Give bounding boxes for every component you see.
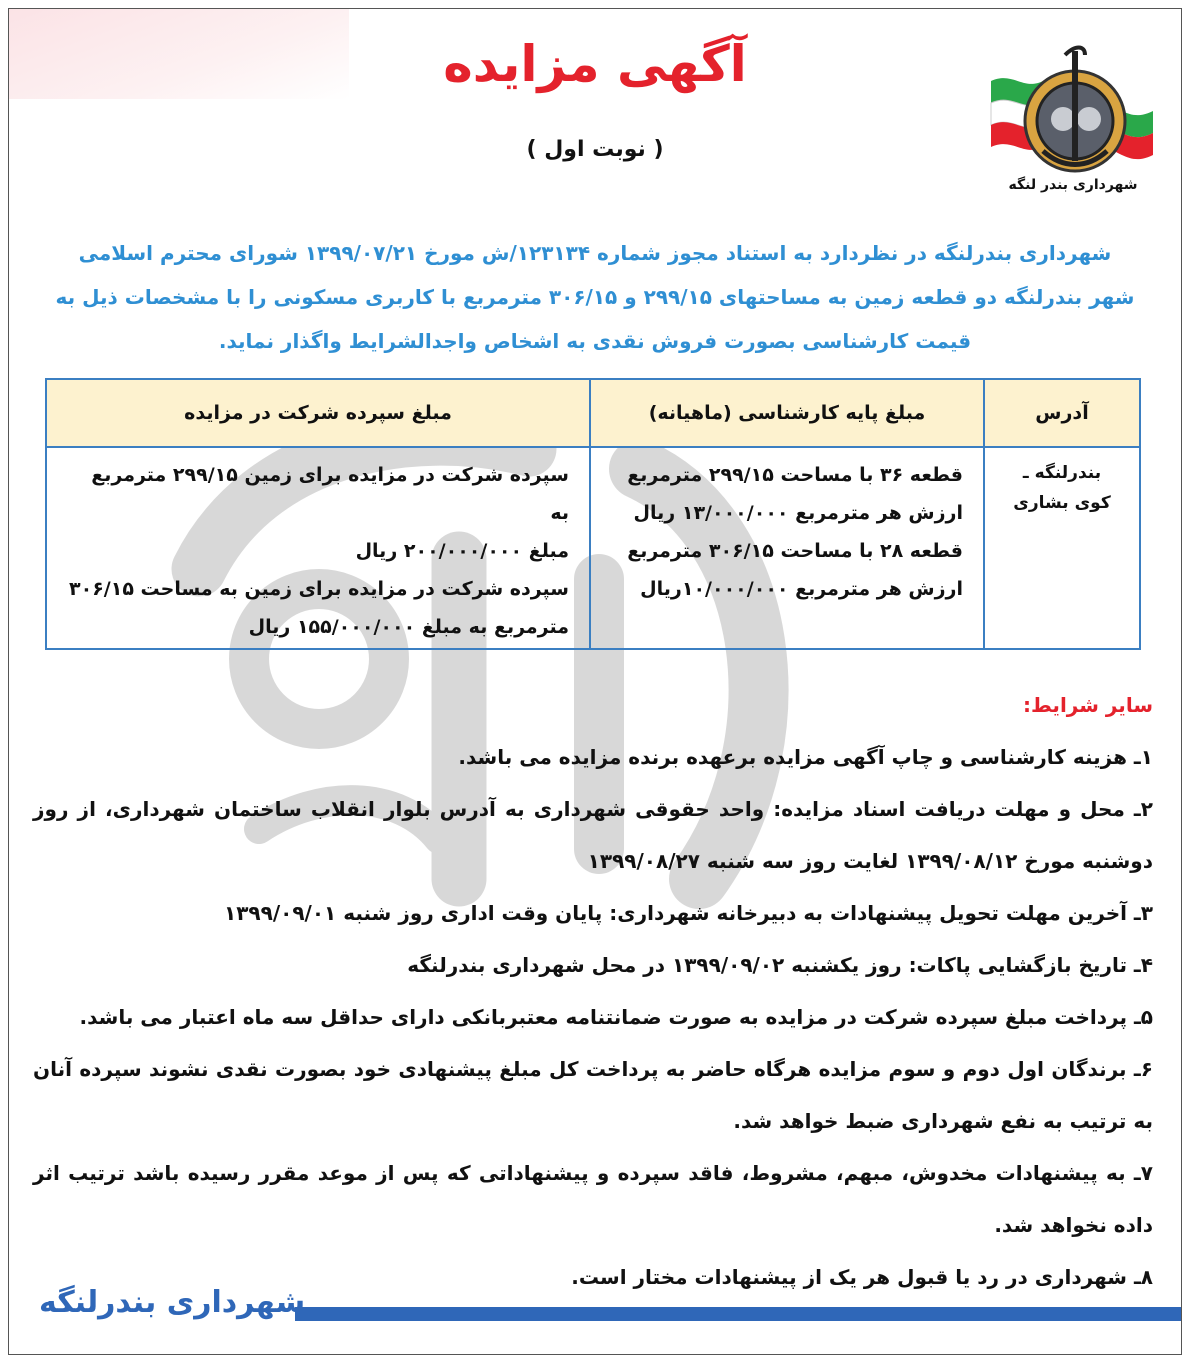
deposit-line: مبلغ ۲۰۰/۰۰۰/۰۰۰ ریال	[355, 540, 569, 562]
conditions-title: سایر شرایط:	[1023, 693, 1153, 717]
deposit-line: سپرده شرکت در مزایده برای زمین ۲۹۹/۱۵ مترمربع به	[91, 464, 569, 524]
condition-item: ۴ـ تاریخ بازگشایی پاکات: روز یکشنبه ۱۳۹۹/۰۹/۰۲ در محل شهرداری بندرلنگه	[407, 953, 1153, 977]
condition-item: ۵ـ پرداخت مبلغ سپرده شرکت در مزایده به صورت ضمانتنامه معتبربانکی دارای حداقل سه ماه اعتبار می باشد.	[79, 1005, 1153, 1029]
notice-title: آگهی مزایده	[443, 35, 747, 93]
intro-paragraph	[39, 231, 1151, 363]
footer-bar	[295, 1307, 1181, 1321]
condition-item: ۷ـ به پیشنهادات مخدوش، مبهم، مشروط، فاقد سپرده و پیشنهاداتی که پس از موعد مقرر رسیده باشد ترتیب اثر داده نخواهد شد.	[33, 1161, 1153, 1237]
condition-item: ۱ـ هزینه کارشناسی و چاپ آگهی مزایده برعهده برنده مزایده می باشد.	[458, 745, 1153, 769]
deposit-line: سپرده شرکت در مزایده برای زمین به مساحت ۳۰۶/۱۵	[69, 578, 569, 600]
base-price-line: ارزش هر مترمربع ۱۰/۰۰۰/۰۰۰ریال	[640, 578, 963, 600]
condition-item: ۸ـ شهرداری در رد یا قبول هر یک از پیشنهادات مختار است.	[571, 1265, 1153, 1289]
cell-base-price	[590, 447, 984, 649]
logo-caption: شهرداری بندر لنگه	[1008, 177, 1138, 193]
cell-deposit	[46, 447, 590, 649]
property-table	[45, 378, 1141, 650]
deposit-line: مترمربع به مبلغ ۱۵۵/۰۰۰/۰۰۰ ریال	[248, 616, 569, 638]
intro-line: شهر بندرلنگه دو قطعه زمین به مساحتهای ۲۹۹/۱۵ و ۳۰۶/۱۵ مترمربع با کاربری مسکونی را با مشخصات ذیل به	[55, 285, 1135, 309]
table-header-row	[46, 379, 1140, 447]
base-price-line: قطعه ۳۶ با مساحت ۲۹۹/۱۵ مترمربع	[627, 464, 963, 486]
notice-round: ( نوبت اول )	[526, 137, 664, 162]
address-line: بندرلنگه ـ	[1022, 463, 1102, 483]
intro-line: قیمت کارشناسی بصورت فروش نقدی به اشخاص واجدالشرایط واگذار نماید.	[218, 329, 972, 353]
condition-item: ۳ـ آخرین مهلت تحویل پیشنهادات به دبیرخانه شهرداری: پایان وقت اداری روز شنبه ۱۳۹۹/۰۹/۰۱	[224, 901, 1153, 925]
condition-item: ۶ـ برندگان اول دوم و سوم مزایده هرگاه حاضر به پرداخت کل مبلغ پیشنهادی خود بصورت نقدی نشوند سپرده آنان به ترتیب به نفع شهرداری ضبط خواهد شد.	[33, 1057, 1153, 1133]
header-address: آدرس	[984, 379, 1140, 447]
intro-line: شهرداری بندرلنگه در نظردارد به استناد مجوز شماره ۱۲۳۱۳۴/ش مورخ ۱۳۹۹/۰۷/۲۱ شورای محترم اسلامی	[78, 241, 1112, 265]
header-deposit: مبلغ سپرده شرکت در مزایده	[46, 379, 590, 447]
base-price-line: ارزش هر مترمربع ۱۳/۰۰۰/۰۰۰ ریال	[633, 502, 963, 524]
cell-address	[984, 447, 1140, 649]
footer-signature: شهرداری بندرلنگه	[39, 1285, 306, 1320]
condition-item: ۲ـ محل و مهلت دریافت اسناد مزایده: واحد حقوقی شهرداری به آدرس بلوار انقلاب ساختمان شهرداری، از روز دوشنبه مورخ ۱۳۹۹/۰۸/۱۲ لغایت روز سه شنبه ۱۳۹۹/۰۸/۲۷	[33, 797, 1153, 873]
header-base-price: مبلغ پایه کارشناسی (ماهیانه)	[590, 379, 984, 447]
notice-frame	[8, 8, 1182, 1355]
address-line: کوی بشاری	[1013, 493, 1111, 513]
conditions-list	[33, 731, 1153, 1303]
base-price-line: قطعه ۲۸ با مساحت ۳۰۶/۱۵ مترمربع	[627, 540, 963, 562]
table-row	[46, 447, 1140, 649]
